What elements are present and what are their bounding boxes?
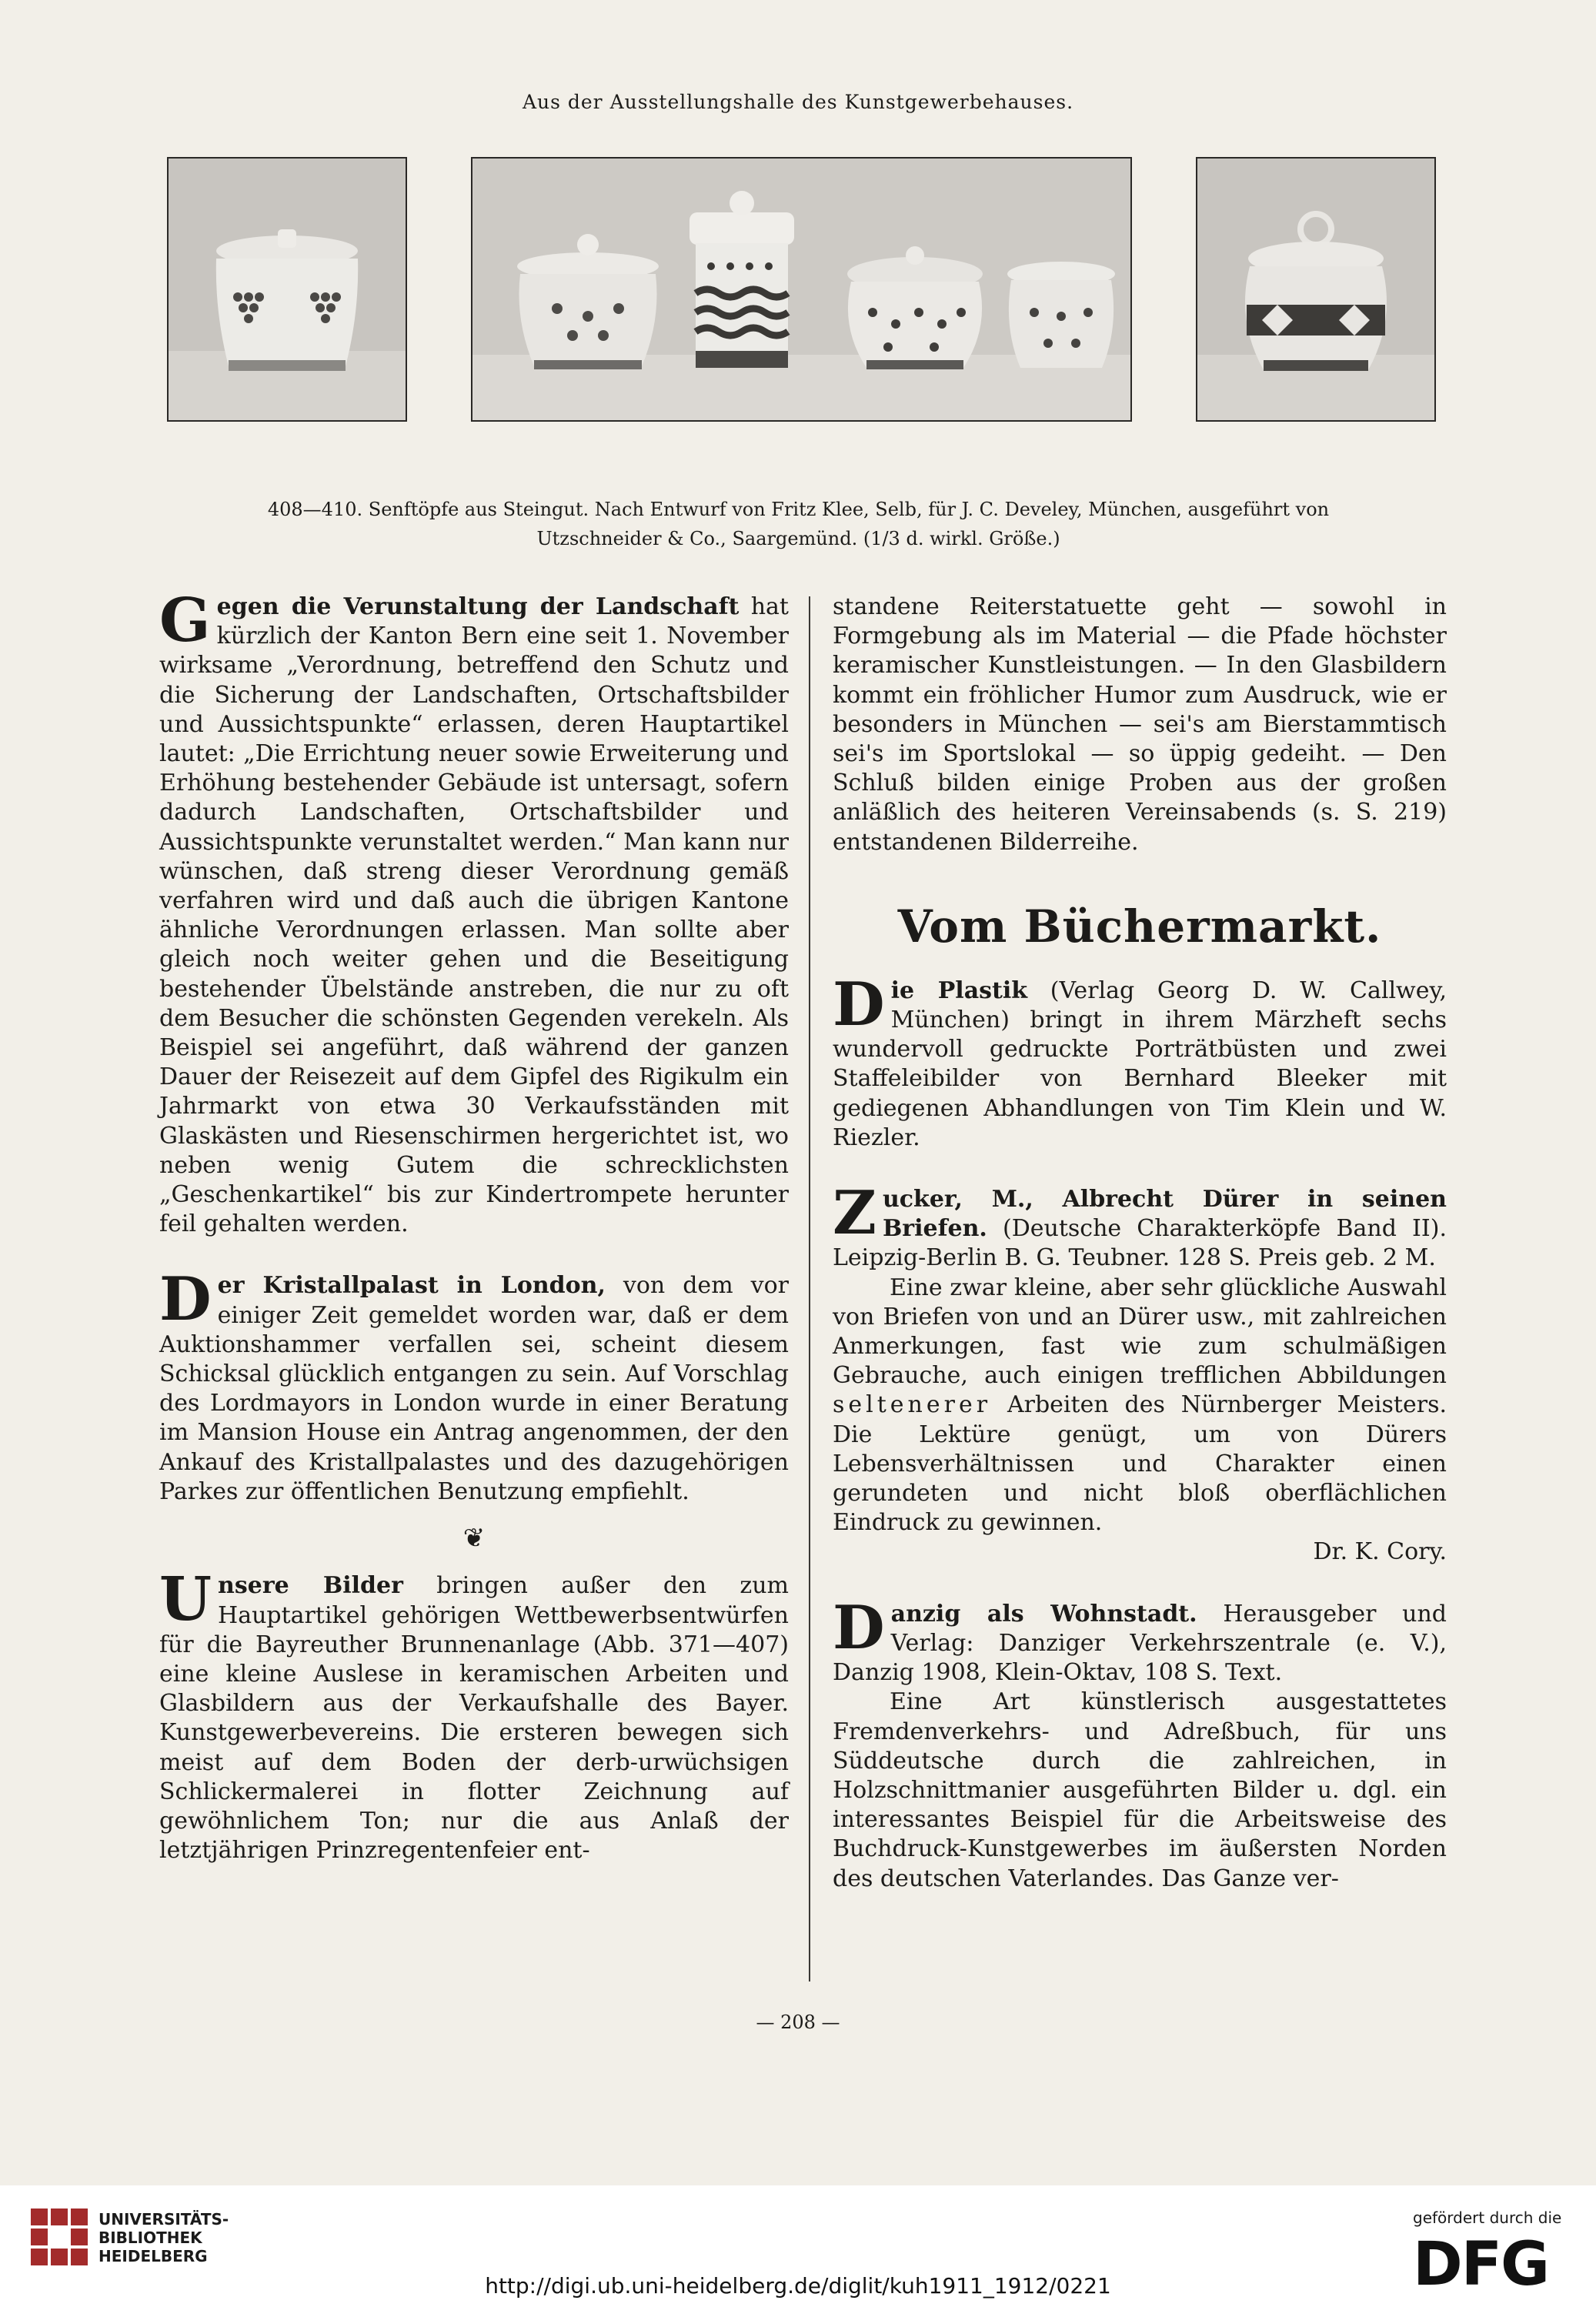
source-url-link[interactable]: http://digi.ub.uni-heidelberg.de/diglit/kuh1911_1912/0221 — [485, 2273, 1111, 2299]
review-lead: anzig als Wohnstadt. — [890, 1600, 1197, 1628]
running-head: Aus der Ausstellungshalle des Kunstgewerbehauses. — [522, 91, 1074, 113]
review-plastik — [833, 969, 1447, 1153]
fleuron-ornament: ❦ — [462, 1523, 486, 1554]
review-lead: ie Plastik — [890, 977, 1028, 1004]
spacer — [833, 1153, 1447, 1185]
right-column — [833, 593, 1447, 1894]
jar-photo-left — [169, 159, 406, 420]
drop-cap: D — [159, 1264, 212, 1335]
drop-cap: G — [159, 586, 211, 656]
dfg-logo: DFG — [1413, 2230, 1549, 2299]
review-text: Herausgeber und Verlag: Danziger Verkehrszentrale (e. V.), Danzig 1908, Klein-Oktav, 108 S. Text. — [833, 1600, 1447, 1687]
article-lead: nsere Bilder — [218, 1572, 403, 1600]
review-text: Eine zwar kleine, aber sehr glückliche Auswahl von Briefen von und an Dürer usw., mit zahlreichen Anmerkungen, fast wie zum schulmäßigen Gebrauche, auch einigen trefflichen Abbildungen — [833, 1274, 1447, 1390]
library-line: UNIVERSITÄTS- — [98, 2210, 229, 2229]
caption-line-1: 408—410. Senftöpfe aus Steingut. Nach Entwurf von Fritz Klee, Selb, für J. C. Develey, München, ausgeführt von — [267, 499, 1330, 520]
library-line: BIBLIOTHEK — [98, 2229, 202, 2247]
article-text: hat kürzlich der Kanton Bern eine seit 1. November wirksame „Verordnung, betreffend den Schutz und die Sicherung der Landschaften, Ortschaftsbilder und Aussichtspunkte“ erlassen, deren Hauptartikel lautet: „Die Errichtung neuer sowie Erweiterung und Erhöhung bestehender Gebäude ist untersagt, sofern dadurch Landschaften, Ortschaftsbilder und Aussichtspunkte verunstaltet werden.“ Man kann nur wünschen, daß streng dieser Verordnung gemäß verfahren wird und daß auch die übrigen Kantone ähnliche Verordnungen erlassen. Man sollte aber gleich noch weiter gehen und die Beseitigung bestehender Übelstände anstreben, die nur zu oft dem Besucher die schönsten Gegenden verekeln. Als Beispiel sei angeführt, daß während der ganzen Dauer der Reisezeit auf dem Gipfel des Rigikulm ein Jahrmarkt von etwa 30 Verkaufsständen mit Glaskästen und Riesenschirmen hergerichtet ist, wo neben wenig Gutem die schrecklichsten „Geschenkartikel“ bis zur Kindertrompete herunter feil gehalten werden. — [159, 593, 789, 1238]
drop-cap: D — [833, 969, 885, 1040]
page-number: — 208 — — [756, 2012, 840, 2033]
review-text: (Deutsche Charakterköpfe Band II). Leipzig-Berlin B. G. Teubner. 128 S. Preis geb. 2 M. — [833, 1215, 1447, 1272]
article-kristallpalast — [159, 1264, 789, 1507]
reviewer-signature: Dr. K. Cory. — [1313, 1538, 1447, 1566]
section-title: Vom Büchermarkt. — [897, 900, 1382, 953]
figure-jar-left — [167, 157, 407, 422]
article-continuation: standene Reiterstatuette geht — sowohl in Formgebung als im Material — die Pfade höchster keramischer Kunstleistungen. — In den Glasbildern kommt ein fröhlicher Humor zum Ausdruck, wie er besonders in München — sei's am Bierstammtisch sei's im Sportslokal — so üppig gedeiht. — Den Schluß bilden einige Proben aus der großen anläßlich des heiteren Vereinsabends (s. S. 219) entstandenen Bilderreihe. — [833, 593, 1447, 856]
funder-note: gefördert durch die — [1413, 2208, 1562, 2227]
figure-jars-center — [471, 157, 1132, 422]
caption-line-2: Utzschneider & Co., Saargemünd. (1/3 d. wirkl. Größe.) — [536, 528, 1060, 549]
review-danzig — [833, 1592, 1447, 1688]
left-column — [159, 586, 789, 1865]
spacer — [159, 1239, 789, 1271]
drop-cap: U — [159, 1564, 212, 1635]
article-lead: er Kristallpalast in London, — [217, 1272, 606, 1300]
article-text: bringen außer den zum Hauptartikel gehörigen Wettbewerbsentwürfen für die Bayreuther Brunnenanlage (Abb. 371—407) eine kleine Auslese in keramischen Arbeiten und Glasbildern aus der Verkaufshalle des Bayer. Kunstgewerbevereins. Die ersteren bewegen sich meist auf dem Boden der derb-urwüchsigen Schlickermalerei in flotter Zeichnung auf gewöhnlichem Ton; nur die aus Anlaß der letztjährigen Prinzregentenfeier ent- — [159, 1572, 789, 1865]
article-text: von dem vor einiger Zeit gemeldet worden war, daß er dem Auktionshammer verfallen sei, scheint diesem Schicksal glücklich entgangen zu sein. Auf Vorschlag des Lordmayors in London wurde in einer Beratung im Mansion House ein Antrag angenommen, der den Ankauf des Kristallpalastes und des dazugehörigen Parkes zur öffentlichen Benutzung empfiehlt. — [159, 1272, 789, 1505]
article-landschaft — [159, 586, 789, 1239]
review-text: (Verlag Georg D. W. Callwey, München) bringt in ihrem Märzheft sechs wundervoll gedruckte Porträtbüsten und zwei Staffeleibilder von Bernhard Bleeker mit gediegenen Abhandlungen von Tim Klein und W. Riezler. — [833, 977, 1447, 1151]
review-danzig-body: Eine Art künstlerisch ausgestattetes Fremdenverkehrs- und Adreßbuch, für uns Süddeutsche durch die zahlreichen, in Holzschnittmanier ausgeführten Bilder u. dgl. ein interessantes Beispiel für die Arbeitsweise des Buchdruck-Kunstgewerbes im äußersten Norden des deutschen Vaterlandes. Das Ganze ver- — [833, 1688, 1447, 1892]
drop-cap: Z — [833, 1178, 876, 1249]
review-lead: ucker, M., Albrecht Dürer in seinen Briefen. — [882, 1186, 1447, 1243]
spacer — [833, 1567, 1447, 1600]
article-unsere-bilder — [159, 1564, 789, 1865]
article-lead: egen die Verunstaltung der Landschaft — [216, 593, 740, 620]
jar-photo-center — [472, 159, 1130, 420]
library-logo-icon — [31, 2208, 88, 2265]
library-line: HEIDELBERG — [98, 2247, 208, 2265]
library-name — [98, 2210, 229, 2265]
spaced-word: seltenerer — [833, 1391, 992, 1419]
review-zucker-body — [833, 1274, 1447, 1538]
drop-cap: D — [833, 1592, 885, 1663]
figure-caption — [158, 495, 1439, 553]
review-zucker — [833, 1178, 1447, 1274]
review-text: Arbeiten des Nürnberger Meisters. Die Lektüre genügt, um von Dürers Lebensverhältnissen und Charakter einen gerundeten und nicht bloß oberflächlichen Eindruck zu gewinnen. — [833, 1391, 1447, 1537]
jar-photo-right — [1197, 159, 1434, 420]
column-divider — [809, 596, 810, 1981]
figure-jar-right — [1196, 157, 1436, 422]
